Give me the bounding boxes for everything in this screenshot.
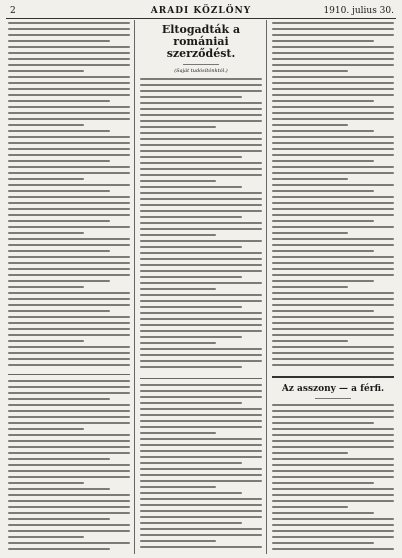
text-line-placeholder	[140, 186, 242, 188]
text-line-placeholder	[272, 334, 394, 336]
text-line-placeholder	[272, 494, 394, 496]
text-line-placeholder	[140, 546, 262, 548]
text-line-placeholder	[8, 58, 130, 60]
text-line-placeholder	[8, 328, 130, 330]
text-line-placeholder	[272, 422, 374, 424]
text-line-placeholder	[8, 178, 84, 180]
text-line-placeholder	[272, 154, 394, 156]
text-line-placeholder	[272, 548, 394, 550]
text-line-placeholder	[272, 46, 394, 48]
text-line-placeholder	[272, 274, 394, 276]
text-line-placeholder	[8, 416, 130, 418]
text-line-placeholder	[8, 500, 130, 502]
text-line-placeholder	[8, 422, 130, 424]
text-line-placeholder	[272, 106, 394, 108]
right-column-divider	[272, 376, 394, 378]
text-line-placeholder	[8, 82, 130, 84]
text-line-placeholder	[272, 292, 394, 294]
right-column-text-bottom	[272, 404, 394, 554]
text-line-placeholder	[272, 404, 394, 406]
text-line-placeholder	[140, 90, 262, 92]
text-line-placeholder	[140, 114, 262, 116]
text-line-placeholder	[272, 100, 374, 102]
newspaper-title: ARADI KÖZLÖNY	[150, 6, 252, 16]
right-title-ornament	[315, 398, 352, 399]
text-line-placeholder	[140, 180, 216, 182]
page-number: 2	[10, 6, 16, 16]
text-line-placeholder	[272, 518, 394, 520]
text-line-placeholder	[272, 250, 374, 252]
text-line-placeholder	[272, 340, 348, 342]
text-line-placeholder	[140, 264, 262, 266]
text-line-placeholder	[8, 130, 110, 132]
text-line-placeholder	[8, 518, 110, 520]
text-line-placeholder	[272, 202, 394, 204]
text-line-placeholder	[140, 414, 262, 416]
text-line-placeholder	[8, 118, 130, 120]
text-line-placeholder	[140, 132, 262, 134]
text-line-placeholder	[8, 542, 130, 544]
text-line-placeholder	[140, 156, 242, 158]
text-line-placeholder	[8, 112, 130, 114]
column-divider-right	[266, 20, 267, 554]
text-line-placeholder	[140, 270, 262, 272]
text-line-placeholder	[140, 252, 262, 254]
text-line-placeholder	[140, 408, 262, 410]
text-line-placeholder	[8, 256, 130, 258]
left-column-text-top	[8, 22, 130, 370]
text-line-placeholder	[140, 258, 262, 260]
text-line-placeholder	[140, 312, 262, 314]
right-column	[272, 22, 394, 554]
text-line-placeholder	[8, 530, 130, 532]
text-line-placeholder	[272, 58, 394, 60]
text-line-placeholder	[140, 276, 242, 278]
text-line-placeholder	[8, 304, 130, 306]
text-line-placeholder	[272, 226, 394, 228]
text-line-placeholder	[8, 476, 130, 478]
column-divider-left	[134, 20, 135, 554]
text-line-placeholder	[140, 306, 242, 308]
text-line-placeholder	[140, 96, 242, 98]
left-column	[8, 22, 130, 554]
text-line-placeholder	[140, 204, 262, 206]
text-line-placeholder	[8, 88, 130, 90]
text-line-placeholder	[8, 154, 130, 156]
text-line-placeholder	[272, 452, 348, 454]
text-line-placeholder	[140, 354, 262, 356]
issue-date: 1910. julius 30.	[323, 6, 394, 16]
text-line-placeholder	[140, 360, 262, 362]
text-line-placeholder	[272, 160, 374, 162]
text-line-placeholder	[140, 120, 262, 122]
text-line-placeholder	[8, 434, 130, 436]
middle-column-text-top	[140, 78, 262, 372]
text-line-placeholder	[272, 34, 394, 36]
headline-ornament	[183, 64, 220, 65]
text-line-placeholder	[272, 28, 394, 30]
text-line-placeholder	[8, 238, 130, 240]
text-line-placeholder	[140, 384, 262, 386]
text-line-placeholder	[272, 178, 348, 180]
text-line-placeholder	[272, 262, 394, 264]
text-line-placeholder	[8, 548, 110, 550]
text-line-placeholder	[140, 300, 262, 302]
text-line-placeholder	[272, 184, 394, 186]
text-line-placeholder	[140, 330, 262, 332]
text-line-placeholder	[272, 208, 394, 210]
left-column-divider	[8, 374, 130, 375]
text-line-placeholder	[8, 274, 130, 276]
text-line-placeholder	[8, 172, 130, 174]
text-line-placeholder	[8, 404, 130, 406]
text-line-placeholder	[272, 286, 348, 288]
text-line-placeholder	[272, 434, 394, 436]
text-line-placeholder	[8, 136, 130, 138]
text-line-placeholder	[140, 138, 262, 140]
text-line-placeholder	[140, 540, 216, 542]
text-line-placeholder	[272, 268, 394, 270]
text-line-placeholder	[140, 510, 262, 512]
text-line-placeholder	[140, 528, 262, 530]
text-line-placeholder	[140, 474, 262, 476]
text-line-placeholder	[140, 468, 262, 470]
text-line-placeholder	[272, 88, 394, 90]
text-line-placeholder	[272, 70, 348, 72]
text-line-placeholder	[8, 232, 84, 234]
text-line-placeholder	[8, 76, 130, 78]
text-line-placeholder	[140, 210, 262, 212]
text-line-placeholder	[8, 524, 130, 526]
text-line-placeholder	[140, 144, 262, 146]
text-line-placeholder	[8, 470, 130, 472]
text-line-placeholder	[140, 522, 242, 524]
text-line-placeholder	[272, 64, 394, 66]
text-line-placeholder	[140, 84, 262, 86]
text-line-placeholder	[8, 46, 130, 48]
middle-column-divider	[140, 378, 262, 379]
text-line-placeholder	[140, 150, 262, 152]
text-line-placeholder	[140, 342, 216, 344]
text-line-placeholder	[272, 166, 394, 168]
text-line-placeholder	[140, 486, 216, 488]
text-line-placeholder	[272, 542, 374, 544]
text-line-placeholder	[8, 280, 110, 282]
text-line-placeholder	[140, 126, 216, 128]
text-line-placeholder	[272, 506, 348, 508]
text-line-placeholder	[140, 288, 216, 290]
text-line-placeholder	[8, 358, 130, 360]
middle-column	[140, 22, 262, 554]
text-line-placeholder	[8, 160, 110, 162]
text-line-placeholder	[8, 184, 130, 186]
text-line-placeholder	[8, 94, 130, 96]
text-line-placeholder	[272, 500, 394, 502]
text-line-placeholder	[8, 506, 130, 508]
text-line-placeholder	[8, 322, 130, 324]
text-line-placeholder	[140, 450, 262, 452]
text-line-placeholder	[140, 348, 262, 350]
text-line-placeholder	[8, 268, 130, 270]
text-line-placeholder	[8, 452, 130, 454]
text-line-placeholder	[272, 52, 394, 54]
text-line-placeholder	[8, 352, 130, 354]
masthead-rule	[6, 18, 396, 19]
text-line-placeholder	[8, 52, 130, 54]
text-line-placeholder	[8, 250, 110, 252]
text-line-placeholder	[140, 456, 262, 458]
text-line-placeholder	[8, 40, 110, 42]
text-line-placeholder	[272, 142, 394, 144]
text-line-placeholder	[8, 202, 130, 204]
text-line-placeholder	[272, 512, 374, 514]
text-line-placeholder	[140, 432, 216, 434]
text-line-placeholder	[272, 148, 394, 150]
text-line-placeholder	[8, 262, 130, 264]
text-line-placeholder	[8, 142, 130, 144]
text-line-placeholder	[272, 118, 394, 120]
text-line-placeholder	[272, 136, 394, 138]
text-line-placeholder	[140, 216, 242, 218]
text-line-placeholder	[272, 214, 394, 216]
text-line-placeholder	[272, 124, 348, 126]
text-line-placeholder	[140, 534, 262, 536]
middle-byline: (Saját tudósítónktól.)	[174, 68, 228, 74]
text-line-placeholder	[8, 340, 84, 342]
text-line-placeholder	[8, 190, 110, 192]
text-line-placeholder	[272, 196, 394, 198]
text-line-placeholder	[272, 94, 394, 96]
text-line-placeholder	[272, 416, 394, 418]
text-line-placeholder	[8, 334, 130, 336]
masthead	[6, 4, 396, 18]
text-line-placeholder	[140, 336, 242, 338]
text-line-placeholder	[272, 220, 374, 222]
text-line-placeholder	[140, 228, 262, 230]
text-line-placeholder	[272, 440, 394, 442]
text-line-placeholder	[8, 100, 110, 102]
text-line-placeholder	[8, 226, 130, 228]
text-line-placeholder	[272, 428, 394, 430]
text-line-placeholder	[8, 440, 130, 442]
text-line-placeholder	[272, 482, 374, 484]
text-line-placeholder	[8, 458, 110, 460]
text-line-placeholder	[272, 304, 394, 306]
text-line-placeholder	[8, 364, 130, 366]
text-line-placeholder	[8, 310, 110, 312]
text-line-placeholder	[272, 446, 394, 448]
text-line-placeholder	[140, 318, 262, 320]
text-line-placeholder	[140, 516, 262, 518]
text-line-placeholder	[272, 464, 394, 466]
middle-column-text-bottom	[140, 384, 262, 552]
text-line-placeholder	[272, 352, 394, 354]
text-line-placeholder	[140, 324, 262, 326]
text-line-placeholder	[272, 322, 394, 324]
text-line-placeholder	[8, 316, 130, 318]
text-line-placeholder	[272, 112, 394, 114]
text-line-placeholder	[272, 316, 394, 318]
text-line-placeholder	[140, 396, 262, 398]
text-line-placeholder	[140, 426, 262, 428]
text-line-placeholder	[8, 346, 130, 348]
text-line-placeholder	[272, 298, 394, 300]
text-line-placeholder	[140, 282, 262, 284]
text-line-placeholder	[8, 482, 84, 484]
text-line-placeholder	[140, 366, 242, 368]
text-line-placeholder	[8, 494, 130, 496]
text-line-placeholder	[140, 198, 262, 200]
text-line-placeholder	[140, 162, 262, 164]
text-line-placeholder	[272, 76, 394, 78]
text-line-placeholder	[140, 504, 262, 506]
text-line-placeholder	[140, 420, 262, 422]
text-line-placeholder	[272, 22, 394, 24]
text-line-placeholder	[8, 398, 110, 400]
text-line-placeholder	[272, 310, 374, 312]
middle-headline: Eltogadták a romániai szerződést.	[161, 23, 241, 60]
text-line-placeholder	[272, 358, 394, 360]
right-column-text-top	[272, 22, 394, 370]
text-line-placeholder	[8, 428, 84, 430]
text-line-placeholder	[140, 192, 262, 194]
text-line-placeholder	[140, 78, 262, 80]
text-line-placeholder	[140, 168, 262, 170]
text-line-placeholder	[140, 246, 242, 248]
text-line-placeholder	[8, 148, 130, 150]
text-line-placeholder	[8, 166, 130, 168]
text-line-placeholder	[272, 82, 394, 84]
text-line-placeholder	[8, 70, 84, 72]
text-line-placeholder	[140, 294, 262, 296]
text-line-placeholder	[8, 124, 84, 126]
text-line-placeholder	[8, 386, 130, 388]
text-line-placeholder	[272, 256, 394, 258]
text-line-placeholder	[8, 380, 130, 382]
text-line-placeholder	[272, 328, 394, 330]
text-line-placeholder	[8, 220, 110, 222]
text-line-placeholder	[8, 22, 130, 24]
text-line-placeholder	[8, 464, 130, 466]
text-line-placeholder	[8, 214, 130, 216]
text-line-placeholder	[8, 536, 84, 538]
text-line-placeholder	[272, 190, 374, 192]
text-line-placeholder	[272, 364, 394, 366]
text-line-placeholder	[140, 402, 242, 404]
text-line-placeholder	[140, 492, 242, 494]
text-line-placeholder	[8, 208, 130, 210]
text-line-placeholder	[140, 108, 262, 110]
text-line-placeholder	[140, 498, 262, 500]
text-line-placeholder	[272, 530, 394, 532]
text-line-placeholder	[272, 488, 394, 490]
text-line-placeholder	[8, 196, 130, 198]
text-line-placeholder	[272, 410, 394, 412]
text-line-placeholder	[272, 244, 394, 246]
text-line-placeholder	[8, 410, 130, 412]
text-line-placeholder	[8, 106, 130, 108]
text-line-placeholder	[272, 232, 348, 234]
text-line-placeholder	[8, 34, 130, 36]
text-line-placeholder	[140, 480, 262, 482]
text-line-placeholder	[272, 470, 394, 472]
text-line-placeholder	[272, 458, 394, 460]
text-line-placeholder	[8, 64, 130, 66]
text-line-placeholder	[8, 392, 130, 394]
text-line-placeholder	[140, 102, 262, 104]
text-line-placeholder	[272, 476, 394, 478]
text-line-placeholder	[8, 298, 130, 300]
text-line-placeholder	[8, 244, 130, 246]
text-line-placeholder	[140, 234, 216, 236]
text-line-placeholder	[272, 536, 394, 538]
text-line-placeholder	[8, 488, 110, 490]
text-line-placeholder	[140, 390, 262, 392]
text-line-placeholder	[272, 280, 374, 282]
text-line-placeholder	[272, 346, 394, 348]
text-line-placeholder	[272, 172, 394, 174]
text-line-placeholder	[8, 512, 130, 514]
text-line-placeholder	[8, 292, 130, 294]
text-line-placeholder	[140, 438, 262, 440]
text-line-placeholder	[272, 40, 374, 42]
text-line-placeholder	[8, 28, 130, 30]
text-line-placeholder	[272, 524, 394, 526]
text-line-placeholder	[140, 240, 262, 242]
text-line-placeholder	[8, 446, 130, 448]
right-article-title: Az asszony — a férfi.	[281, 384, 385, 394]
text-line-placeholder	[140, 222, 262, 224]
text-line-placeholder	[140, 444, 262, 446]
text-line-placeholder	[272, 130, 374, 132]
text-line-placeholder	[8, 286, 84, 288]
text-line-placeholder	[272, 238, 394, 240]
left-column-text-bottom	[8, 380, 130, 554]
text-line-placeholder	[140, 174, 262, 176]
text-line-placeholder	[140, 462, 242, 464]
